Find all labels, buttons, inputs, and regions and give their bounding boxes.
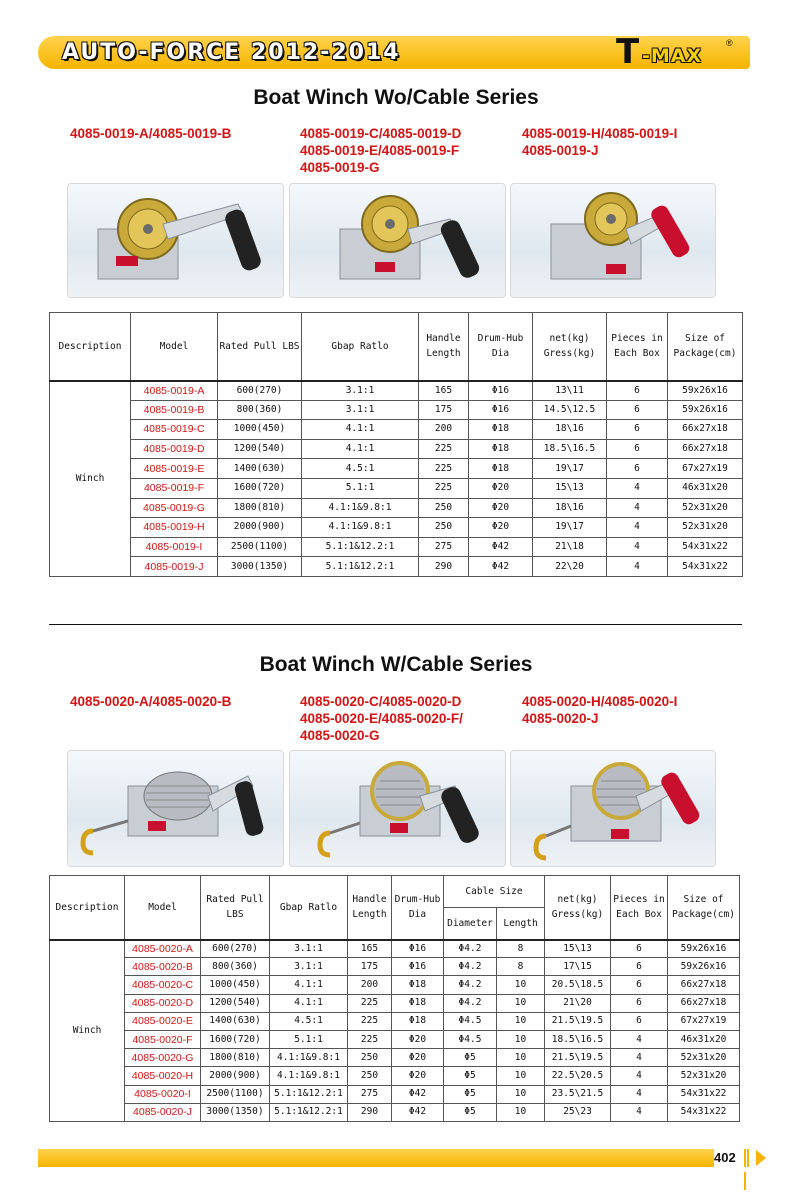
model-line: 4085-0019-C/4085-0019-D <box>300 126 462 141</box>
cell-weight: 25\23 <box>545 1103 611 1121</box>
cell-handle-length: 165 <box>419 381 469 401</box>
cell-weight: 23.5\21.5 <box>545 1085 611 1103</box>
section1-table-body <box>50 381 743 577</box>
cell-gear-ratio: 5.1:1&12.2:1 <box>302 537 419 557</box>
table-row <box>50 498 743 518</box>
cell-drum-hub-dia: Φ20 <box>392 1049 444 1067</box>
table-row <box>50 1067 740 1085</box>
cell-weight: 13\11 <box>533 381 607 401</box>
brand-logo <box>616 32 740 72</box>
table-row <box>50 537 743 557</box>
cell-package-size: 59x26x16 <box>668 381 743 401</box>
section2-title: Boat Winch W/Cable Series <box>259 653 533 676</box>
cell-rated-pull: 600(270) <box>218 381 302 401</box>
cell-handle-length: 275 <box>348 1085 392 1103</box>
cell-handle-length: 250 <box>348 1049 392 1067</box>
cell-handle-length: 175 <box>419 400 469 420</box>
cell-cable-diameter: Φ5 <box>444 1085 497 1103</box>
cell-drum-hub-dia: Φ18 <box>469 439 533 459</box>
cell-rated-pull: 1600(720) <box>201 1030 270 1048</box>
cell-handle-length: 175 <box>348 958 392 976</box>
cell-gear-ratio: 4.1:1&9.8:1 <box>302 498 419 518</box>
cell-model: 4085-0020-B <box>125 958 201 976</box>
page-number: 402 <box>714 1150 736 1165</box>
model-line: 4085-0020-A/4085-0020-B <box>70 694 232 709</box>
cell-handle-length: 250 <box>348 1067 392 1085</box>
cell-weight: 18.5\16.5 <box>533 439 607 459</box>
cell-model: 4085-0020-J <box>125 1103 201 1121</box>
cell-package-size: 59x26x16 <box>668 940 740 958</box>
cell-rated-pull: 1400(630) <box>201 1012 270 1030</box>
cell-package-size: 66x27x18 <box>668 994 740 1012</box>
cell-gear-ratio: 3.1:1 <box>302 400 419 420</box>
cell-weight: 21\20 <box>545 994 611 1012</box>
cell-gear-ratio: 4.1:1&9.8:1 <box>302 518 419 538</box>
cell-gear-ratio: 5.1:1&12.2:1 <box>270 1103 348 1121</box>
cell-gear-ratio: 4.1:1&9.8:1 <box>270 1067 348 1085</box>
cell-weight: 18.5\16.5 <box>545 1030 611 1048</box>
cell-weight: 17\15 <box>545 958 611 976</box>
model-line: 4085-0020-C/4085-0020-D <box>300 694 462 709</box>
cell-handle-length: 165 <box>348 940 392 958</box>
cell-rated-pull: 800(360) <box>218 400 302 420</box>
cell-weight: 21\18 <box>533 537 607 557</box>
cell-cable-length: 10 <box>497 1049 545 1067</box>
section1-title: Boat Winch Wo/Cable Series <box>253 86 539 109</box>
cell-rated-pull: 1200(540) <box>218 439 302 459</box>
table-row <box>50 478 743 498</box>
cell-model: 4085-0019-E <box>131 459 218 479</box>
cell-pieces: 4 <box>611 1067 668 1085</box>
cell-package-size: 46x31x20 <box>668 478 743 498</box>
cell-model: 4085-0020-D <box>125 994 201 1012</box>
cell-gear-ratio: 4.1:1 <box>270 976 348 994</box>
cell-weight: 19\17 <box>533 459 607 479</box>
header-handle-length: Handle Length <box>419 313 469 381</box>
cell-drum-hub-dia: Φ16 <box>392 958 444 976</box>
cell-handle-length: 290 <box>419 557 469 577</box>
cell-model: 4085-0019-A <box>131 381 218 401</box>
cell-weight: 15\13 <box>545 940 611 958</box>
header-gear-ratio: Gbap Ratlo <box>302 313 419 381</box>
cell-rated-pull: 1200(540) <box>201 994 270 1012</box>
cell-package-size: 46x31x20 <box>668 1030 740 1048</box>
cell-weight: 20.5\18.5 <box>545 976 611 994</box>
cell-pieces: 6 <box>611 976 668 994</box>
cell-package-size: 52x31x20 <box>668 498 743 518</box>
cell-drum-hub-dia: Φ18 <box>392 976 444 994</box>
cell-rated-pull: 1800(810) <box>201 1049 270 1067</box>
cell-handle-length: 225 <box>419 459 469 479</box>
cell-model: 4085-0019-B <box>131 400 218 420</box>
cell-rated-pull: 1800(810) <box>218 498 302 518</box>
header-package-size: Size of Package(cm) <box>668 313 743 381</box>
cell-cable-diameter: Φ5 <box>444 1049 497 1067</box>
header-gear-ratio: Gbap Ratlo <box>270 876 348 940</box>
header-model: Model <box>125 876 201 940</box>
cell-gear-ratio: 3.1:1 <box>302 381 419 401</box>
cell-rated-pull: 2000(900) <box>201 1067 270 1085</box>
cell-handle-length: 225 <box>348 1030 392 1048</box>
header-cable-length: Length <box>497 908 545 940</box>
header-net-gross-weight: net(kg) Gress(kg) <box>545 876 611 940</box>
logo-registered-mark: ® <box>726 38 733 48</box>
section1-models-group-3 <box>522 125 677 159</box>
table-row <box>50 976 740 994</box>
cell-gear-ratio: 4.5:1 <box>302 459 419 479</box>
cell-drum-hub-dia: Φ16 <box>469 381 533 401</box>
model-line: 4085-0019-H/4085-0019-I <box>522 126 678 141</box>
table-row <box>50 420 743 440</box>
cell-gear-ratio: 4.1:1 <box>302 420 419 440</box>
cell-drum-hub-dia: Φ16 <box>469 400 533 420</box>
cell-cable-length: 10 <box>497 1012 545 1030</box>
cell-cable-diameter: Φ4.5 <box>444 1012 497 1030</box>
table-row <box>50 1085 740 1103</box>
cell-package-size: 54x31x22 <box>668 557 743 577</box>
cell-handle-length: 225 <box>348 1012 392 1030</box>
cell-model: 4085-0020-E <box>125 1012 201 1030</box>
cell-package-size: 67x27x19 <box>668 1012 740 1030</box>
cell-cable-diameter: Φ4.2 <box>444 940 497 958</box>
cell-drum-hub-dia: Φ20 <box>469 478 533 498</box>
cell-pieces: 4 <box>611 1103 668 1121</box>
section2-table-body <box>50 940 740 1122</box>
cell-package-size: 52x31x20 <box>668 518 743 538</box>
cell-package-size: 59x26x16 <box>668 400 743 420</box>
table-row <box>50 1103 740 1121</box>
winch-photo-large <box>510 183 716 298</box>
table-row <box>50 1012 740 1030</box>
cell-package-size: 66x27x18 <box>668 976 740 994</box>
cell-weight: 21.5\19.5 <box>545 1012 611 1030</box>
cell-model: 4085-0019-H <box>131 518 218 538</box>
cell-rated-pull: 1600(720) <box>218 478 302 498</box>
table-row <box>50 439 743 459</box>
cell-pieces: 6 <box>607 381 668 401</box>
model-line: 4085-0020-E/4085-0020-F/ <box>300 711 463 726</box>
section1-models-group-2 <box>300 125 461 176</box>
header-description: Description <box>50 313 131 381</box>
cell-weight: 18\16 <box>533 420 607 440</box>
cell-rated-pull: 2000(900) <box>218 518 302 538</box>
header-net-gross-weight: net(kg) Gress(kg) <box>533 313 607 381</box>
cell-model: 4085-0020-H <box>125 1067 201 1085</box>
winch-photo-small <box>67 183 284 298</box>
table-row <box>50 400 743 420</box>
model-line: 4085-0019-E/4085-0019-F <box>300 143 460 158</box>
cell-handle-length: 250 <box>419 498 469 518</box>
cell-cable-diameter: Φ4.2 <box>444 994 497 1012</box>
cell-pieces: 6 <box>611 994 668 1012</box>
header-pieces-per-box: Pieces in Each Box <box>607 313 668 381</box>
model-line: 4085-0019-J <box>522 143 599 158</box>
cell-cable-length: 10 <box>497 1067 545 1085</box>
table-row <box>50 518 743 538</box>
cell-drum-hub-dia: Φ18 <box>392 994 444 1012</box>
cell-drum-hub-dia: Φ20 <box>392 1067 444 1085</box>
cell-pieces: 6 <box>611 1012 668 1030</box>
table-row <box>50 994 740 1012</box>
cell-handle-length: 250 <box>419 518 469 538</box>
cell-pieces: 6 <box>607 400 668 420</box>
cell-cable-diameter: Φ5 <box>444 1067 497 1085</box>
cell-pieces: 6 <box>611 958 668 976</box>
cell-gear-ratio: 4.5:1 <box>270 1012 348 1030</box>
cell-rated-pull: 1000(450) <box>201 976 270 994</box>
model-line: 4085-0019-A/4085-0019-B <box>70 126 232 141</box>
cell-gear-ratio: 5.1:1&12.2:1 <box>302 557 419 577</box>
cell-pieces: 4 <box>611 1049 668 1067</box>
cell-drum-hub-dia: Φ18 <box>469 420 533 440</box>
cell-weight: 19\17 <box>533 518 607 538</box>
cell-pieces: 4 <box>607 557 668 577</box>
model-line: 4085-0020-H/4085-0020-I <box>522 694 678 709</box>
header-model: Model <box>131 313 218 381</box>
cell-cable-length: 10 <box>497 1085 545 1103</box>
cell-model: 4085-0020-A <box>125 940 201 958</box>
winch-photo-medium <box>289 183 506 298</box>
cell-cable-length: 8 <box>497 958 545 976</box>
cell-drum-hub-dia: Φ20 <box>469 498 533 518</box>
section1-models-group-1 <box>70 125 231 142</box>
cell-drum-hub-dia: Φ42 <box>392 1103 444 1121</box>
footer-stripes <box>744 1149 752 1167</box>
cell-handle-length: 200 <box>419 420 469 440</box>
row-description: Winch <box>50 940 125 1122</box>
cell-model: 4085-0019-F <box>131 478 218 498</box>
cell-package-size: 54x31x22 <box>668 537 743 557</box>
cell-handle-length: 225 <box>348 994 392 1012</box>
header-cable-diameter: Diameter <box>444 908 497 940</box>
header-drum-hub-dia: Drum-Hub Dia <box>469 313 533 381</box>
cell-drum-hub-dia: Φ42 <box>469 537 533 557</box>
cell-rated-pull: 2500(1100) <box>201 1085 270 1103</box>
cell-gear-ratio: 4.1:1 <box>302 439 419 459</box>
cell-handle-length: 200 <box>348 976 392 994</box>
cell-pieces: 6 <box>611 940 668 958</box>
cell-rated-pull: 800(360) <box>201 958 270 976</box>
cell-weight: 18\16 <box>533 498 607 518</box>
section2-models-group-1 <box>70 693 231 710</box>
cell-model: 4085-0020-F <box>125 1030 201 1048</box>
cell-rated-pull: 3000(1350) <box>201 1103 270 1121</box>
logo-t: T <box>616 32 640 72</box>
cell-pieces: 4 <box>607 518 668 538</box>
cell-rated-pull: 1400(630) <box>218 459 302 479</box>
cell-drum-hub-dia: Φ18 <box>469 459 533 479</box>
cell-weight: 21.5\19.5 <box>545 1049 611 1067</box>
logo-max: -MAX <box>642 45 703 67</box>
cell-package-size: 59x26x16 <box>668 958 740 976</box>
cell-weight: 22\20 <box>533 557 607 577</box>
cable-winch-photo-large <box>510 750 716 867</box>
cell-rated-pull: 2500(1100) <box>218 537 302 557</box>
table-row <box>50 1030 740 1048</box>
cell-cable-length: 10 <box>497 976 545 994</box>
cell-cable-length: 10 <box>497 1030 545 1048</box>
section2-spec-table <box>49 875 740 1122</box>
cell-pieces: 4 <box>611 1085 668 1103</box>
cell-model: 4085-0020-G <box>125 1049 201 1067</box>
cell-drum-hub-dia: Φ42 <box>469 557 533 577</box>
cell-package-size: 52x31x20 <box>668 1049 740 1067</box>
cell-gear-ratio: 5.1:1 <box>270 1030 348 1048</box>
footer-bar <box>38 1149 714 1167</box>
table-row <box>50 459 743 479</box>
table-row <box>50 940 740 958</box>
section1-spec-table <box>49 312 743 577</box>
cell-weight: 22.5\20.5 <box>545 1067 611 1085</box>
cell-weight: 15\13 <box>533 478 607 498</box>
cell-pieces: 4 <box>607 537 668 557</box>
cell-package-size: 67x27x19 <box>668 459 743 479</box>
row-description: Winch <box>50 381 131 577</box>
model-line: 4085-0019-G <box>300 160 380 175</box>
cell-model: 4085-0020-I <box>125 1085 201 1103</box>
table-row <box>50 1049 740 1067</box>
table-row <box>50 381 743 401</box>
header-rated-pull: Rated Pull LBS <box>218 313 302 381</box>
cell-pieces: 6 <box>607 420 668 440</box>
cell-rated-pull: 3000(1350) <box>218 557 302 577</box>
header-pieces-per-box: Pieces in Each Box <box>611 876 668 940</box>
section2-models-group-2 <box>300 693 463 744</box>
table-row <box>50 557 743 577</box>
cell-drum-hub-dia: Φ20 <box>469 518 533 538</box>
cell-cable-length: 10 <box>497 1103 545 1121</box>
cable-winch-photo-small <box>67 750 284 867</box>
next-arrow-icon <box>756 1150 766 1166</box>
cell-gear-ratio: 4.1:1 <box>270 994 348 1012</box>
section-divider <box>49 624 742 625</box>
cable-winch-photo-medium <box>289 750 506 867</box>
cell-model: 4085-0020-C <box>125 976 201 994</box>
cell-package-size: 52x31x20 <box>668 1067 740 1085</box>
cell-pieces: 4 <box>611 1030 668 1048</box>
cell-rated-pull: 600(270) <box>201 940 270 958</box>
cell-weight: 14.5\12.5 <box>533 400 607 420</box>
cell-model: 4085-0019-J <box>131 557 218 577</box>
cell-model: 4085-0019-D <box>131 439 218 459</box>
cell-cable-diameter: Φ5 <box>444 1103 497 1121</box>
cell-handle-length: 225 <box>419 478 469 498</box>
header-title: AUTO-FORCE 2012-2014 <box>62 40 401 65</box>
table-row <box>50 958 740 976</box>
cell-gear-ratio: 5.1:1&12.2:1 <box>270 1085 348 1103</box>
cell-gear-ratio: 3.1:1 <box>270 940 348 958</box>
cell-pieces: 4 <box>607 478 668 498</box>
cell-gear-ratio: 3.1:1 <box>270 958 348 976</box>
cell-package-size: 54x31x22 <box>668 1103 740 1121</box>
cell-package-size: 66x27x18 <box>668 420 743 440</box>
model-line: 4085-0020-J <box>522 711 599 726</box>
cell-pieces: 6 <box>607 459 668 479</box>
model-line: 4085-0020-G <box>300 728 380 743</box>
header-rated-pull: Rated Pull LBS <box>201 876 270 940</box>
cell-pieces: 4 <box>607 498 668 518</box>
header-cable-size: Cable Size <box>444 876 545 908</box>
cell-cable-diameter: Φ4.5 <box>444 1030 497 1048</box>
header-handle-length: Handle Length <box>348 876 392 940</box>
header-description: Description <box>50 876 125 940</box>
cell-package-size: 54x31x22 <box>668 1085 740 1103</box>
header-package-size: Size of Package(cm) <box>668 876 740 940</box>
cell-pieces: 6 <box>607 439 668 459</box>
cell-model: 4085-0019-C <box>131 420 218 440</box>
cell-cable-length: 10 <box>497 994 545 1012</box>
cell-handle-length: 275 <box>419 537 469 557</box>
cell-drum-hub-dia: Φ42 <box>392 1085 444 1103</box>
cell-package-size: 66x27x18 <box>668 439 743 459</box>
cell-cable-diameter: Φ4.2 <box>444 958 497 976</box>
cell-handle-length: 290 <box>348 1103 392 1121</box>
header-drum-hub-dia: Drum-Hub Dia <box>392 876 444 940</box>
cell-model: 4085-0019-G <box>131 498 218 518</box>
cell-drum-hub-dia: Φ20 <box>392 1030 444 1048</box>
cell-rated-pull: 1000(450) <box>218 420 302 440</box>
cell-model: 4085-0019-I <box>131 537 218 557</box>
cell-cable-length: 8 <box>497 940 545 958</box>
cell-gear-ratio: 5.1:1 <box>302 478 419 498</box>
cell-cable-diameter: Φ4.2 <box>444 976 497 994</box>
cell-drum-hub-dia: Φ16 <box>392 940 444 958</box>
cell-gear-ratio: 4.1:1&9.8:1 <box>270 1049 348 1067</box>
cell-drum-hub-dia: Φ18 <box>392 1012 444 1030</box>
section2-models-group-3 <box>522 693 677 727</box>
cell-handle-length: 225 <box>419 439 469 459</box>
